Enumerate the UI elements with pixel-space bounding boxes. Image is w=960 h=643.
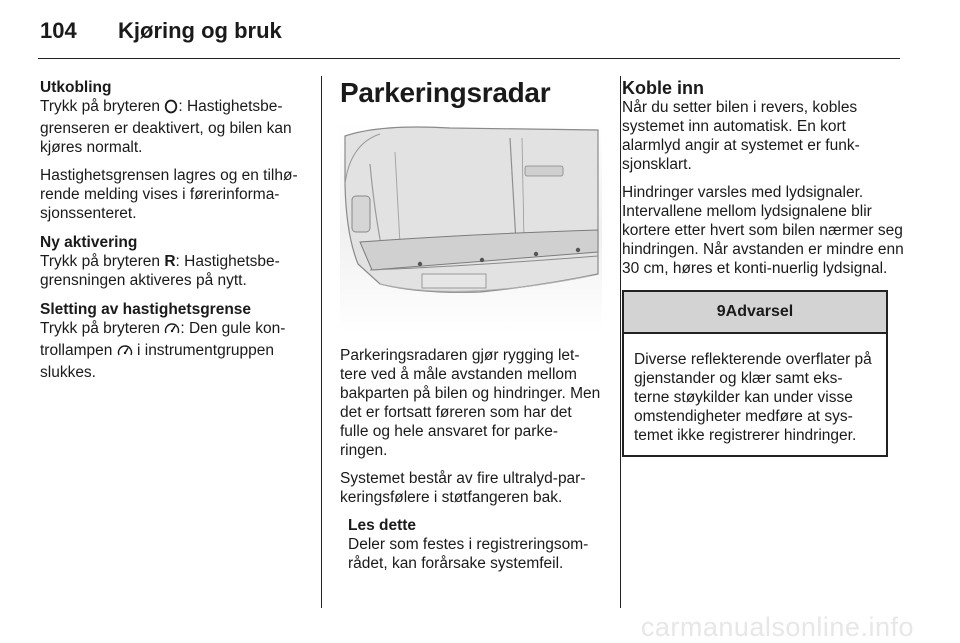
- circle-o-icon: [164, 99, 178, 119]
- paragraph: Hastighetsgrensen lagres og en tilhø-rende melding vises i førerinforma-sjonssenteret.: [40, 167, 298, 222]
- warning-symbol-icon: 9: [716, 303, 726, 320]
- section-deactivate: [40, 78, 310, 223]
- warning-text: Diverse reflekterende overflater på gjenstander og klær samt eks-terne støykilder kan under visse omstendigheter medføre at sys-temet ikke registrerer hindringer.: [634, 351, 872, 444]
- note-heading: Les dette: [348, 517, 417, 534]
- header-rule: [38, 58, 900, 59]
- column-activation: [622, 78, 904, 457]
- page-header: [40, 18, 282, 44]
- warning-header: [624, 292, 886, 334]
- note-block: [348, 516, 602, 573]
- paragraph: Trykk på bryteren : Den gule kon-trollampen i instrumentgruppen slukkes.: [40, 320, 286, 381]
- column-speed-limiter: [40, 78, 310, 392]
- section-heading: Sletting av hastighetsgrense: [40, 301, 252, 318]
- paragraph: Når du setter bilen i revers, kobles systemet inn automatisk. En kort alarmlyd angir at systemet er funk-sjonsklart.: [622, 99, 860, 173]
- van-rear-illustration: [340, 124, 602, 334]
- chapter-title: Kjøring og bruk: [118, 18, 282, 43]
- column-parking-radar: [340, 78, 602, 582]
- warning-body: [624, 334, 886, 455]
- column-divider-left: [321, 76, 322, 608]
- paragraph: Hindringer varsles med lydsignaler. Intervallene mellom lydsignalene blir kortere etter hvert som bilen nærmer seg hindringen. Når avstanden er mindre enn 30 cm, høres et konti-nuerlig lydsignal.: [622, 184, 904, 277]
- section-title: Parkeringsradar: [340, 77, 551, 108]
- section-heading: Utkobling: [40, 79, 112, 96]
- section-heading: Ny aktivering: [40, 234, 138, 251]
- warning-box: [622, 290, 888, 457]
- paragraph: Trykk på bryteren R: Hastighetsbe-grensningen aktiveres på nytt.: [40, 253, 280, 289]
- warning-label: Advarsel: [725, 303, 794, 320]
- speed-limiter-icon: [117, 343, 133, 363]
- page-number: 104: [40, 18, 77, 43]
- key-r-label: R: [164, 253, 176, 270]
- watermark: carmanualsonline.info: [640, 612, 914, 642]
- paragraph: Parkeringsradaren gjør rygging let-tere ved å måle avstanden mellom bakparten på bilen og hindringer. Men det er fortsatt føreren som har det fulle og hele ansvaret for parke-ringen.: [340, 347, 601, 459]
- section-reactivate: [40, 233, 310, 290]
- section-title: Koble inn: [622, 78, 704, 98]
- column-divider-right: [620, 76, 621, 608]
- note-text: Deler som festes i registreringsom-rådet, kan forårsake systemfeil.: [348, 536, 589, 572]
- section-delete-limit: [40, 300, 310, 382]
- paragraph: Trykk på bryteren : Hastighetsbe-grenseren er deaktivert, og bilen kan kjøres normalt.: [40, 98, 292, 156]
- paragraph: Systemet består av fire ultralyd-par-keringsfølere i støtfangeren bak.: [340, 470, 586, 506]
- speed-limiter-icon: [164, 321, 180, 341]
